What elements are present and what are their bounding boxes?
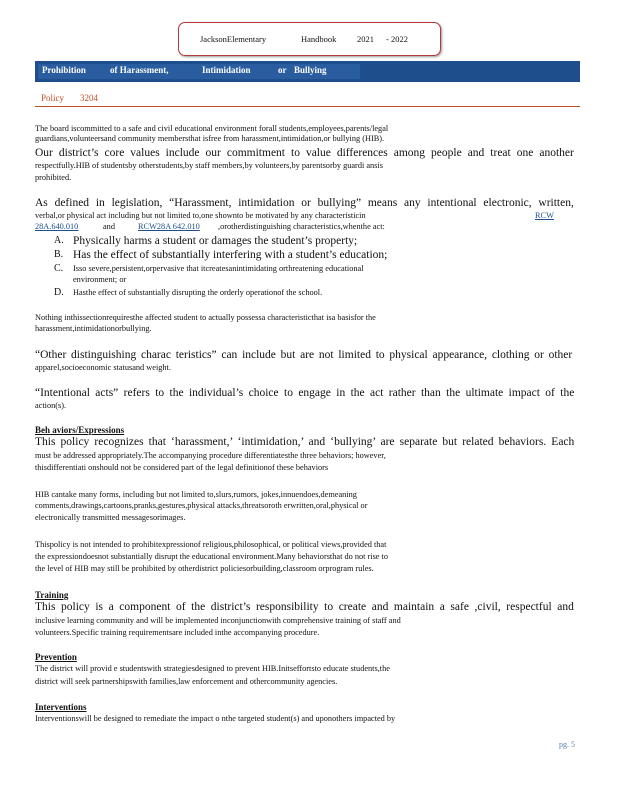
para1-line: Our district’s core values include our commitment to value differences among people and treat one another — [35, 147, 574, 159]
behaviors-line: Thispolicy is not intended to prohibitexpressionof religious,philosophical, or political views,provided that — [35, 540, 387, 549]
list-marker: B. — [54, 249, 64, 260]
behaviors-line: electronically transmitted messagesorimages. — [35, 513, 186, 522]
list-marker: A. — [54, 235, 64, 246]
banner-word: or — [278, 65, 287, 75]
list-item: environment; or — [73, 275, 127, 284]
para3-line: Nothing inthissectionrequiresthe affected student to actually possessa characteristicthat isa basisfor the — [35, 313, 376, 322]
para2-line: ,orotherdistinguishing characteristics,whenthe act: — [218, 222, 385, 231]
list-item: Has the effect of substantially interfering with a student’s education; — [73, 249, 388, 261]
rcw-link[interactable]: RCW — [535, 211, 554, 220]
para4-line: apparel,socioeconomic statusand weight. — [35, 363, 171, 372]
heading-training: Training — [35, 590, 69, 600]
header-school: JacksonElementary — [200, 34, 267, 44]
behaviors-line: the level of HIB may still be prohibited by otherdistrict policiesorbuilding,classroom orprogram rules. — [35, 564, 374, 573]
para5-line: “Intentional acts” refers to the individual’s choice to engage in the act rather than the ultimate impact of the — [35, 387, 575, 399]
behaviors-line: HIB cantake many forms, including but not limited to,slurs,rumors, jokes,innuendoes,demeaning — [35, 490, 357, 499]
para1-line: guardians,volunteersand community membersthat isfree from harassment,intimidation,or bullying (HIB). — [35, 134, 385, 143]
banner-word: Intimidation — [202, 65, 251, 75]
header-year-end: - 2022 — [386, 34, 408, 44]
para1-line: prohibited. — [35, 173, 72, 182]
para3-line: harassment,intimidationorbullying. — [35, 324, 152, 333]
behaviors-line: the expressiondoesnot substantially disrupt the educational environment.Many behaviorsthat do not rise to — [35, 552, 389, 561]
para2-line: and — [103, 222, 115, 231]
heading-interventions: Interventions — [35, 702, 87, 712]
list-item: Isso severe,persistent,orpervasive that itcreatesanintimidating orthreatening educational — [73, 264, 364, 273]
list-item: Physically harms a student or damages the student’s property; — [73, 235, 358, 247]
title-banner — [35, 61, 580, 82]
banner-word: Prohibition — [42, 65, 86, 75]
training-line: volunteers.Specific training requirementsare included inthe accompanying procedure. — [35, 628, 320, 637]
para1-line: respectfully.HIB of studentsby otherstudents,by staff members,by volunteers,by parentsorby guardi ansis — [35, 161, 383, 170]
prevention-line: The district will provid e studentswith strategiesdesigned to prevent HIB.Initseffortsto educate students,the — [35, 664, 390, 673]
training-line: inclusive learning community and will be implemented inconjunctionwith comprehensive training of staff and — [35, 616, 401, 625]
banner-word: Bullying — [294, 65, 327, 75]
heading-behaviors: Beh aviors/Expressions — [35, 425, 125, 435]
para1-line: The board iscommitted to a safe and civil educational environment forall students,employees,parents/legal — [35, 124, 389, 133]
para2-line: As defined in legislation, “Harassment, intimidation or bullying” means any intentional electronic, written, — [35, 197, 574, 209]
header-doc: Handbook — [301, 34, 337, 44]
behaviors-line: This policy recognizes that ‘harassment,’ ‘intimidation,’ and ‘bullying’ are separate but related behaviors. Each — [35, 436, 575, 448]
para2-line: verbal,or physical act including but not limited to,one shownto be motivated by any characteristicin — [35, 211, 366, 220]
list-item: Hasthe effect of substantially disrupting the orderly operationof the school. — [73, 288, 323, 297]
rcw-link[interactable]: 28A.640.010 — [35, 222, 79, 231]
behaviors-line: comments,drawings,cartoons,pranks,gestures,physical attacks,threatsoroth erwritten,oral,physical or — [35, 501, 368, 510]
banner-word: of Harassment, — [110, 65, 169, 75]
section-divider — [35, 106, 580, 107]
behaviors-line: thisdifferentiati onshould not be considered part of the legal definitionof these behaviors — [35, 463, 329, 472]
list-marker: D. — [54, 287, 64, 298]
para4-line: “Other distinguishing charac teristics” can include but are not limited to physical appearance, clothing or other — [35, 349, 573, 361]
policy-number: 3204 — [80, 93, 98, 103]
behaviors-line: must be addressed appropriately.The accompanying procedure differentiatesthe three behaviors; however, — [35, 451, 386, 460]
header-year-start: 2021 — [357, 34, 374, 44]
rcw-link[interactable]: RCW28A 642.010 — [138, 222, 200, 231]
header-box — [178, 22, 441, 56]
para5-line: action(s). — [35, 401, 67, 410]
page-number: pg. 5 — [559, 740, 575, 749]
prevention-line: district will seek partnershipswith families,law enforcement and othercommunity agencies. — [35, 677, 338, 686]
training-line: This policy is a component of the district’s responsibility to create and maintain a safe ,civil, respectful and — [35, 601, 574, 613]
policy-label: Policy — [41, 93, 65, 103]
interventions-line: Interventionswill be designed to remediate the impact o nthe targeted student(s) and uponothers impacted by — [35, 714, 396, 723]
list-marker: C. — [54, 263, 64, 274]
heading-prevention: Prevention — [35, 652, 77, 662]
